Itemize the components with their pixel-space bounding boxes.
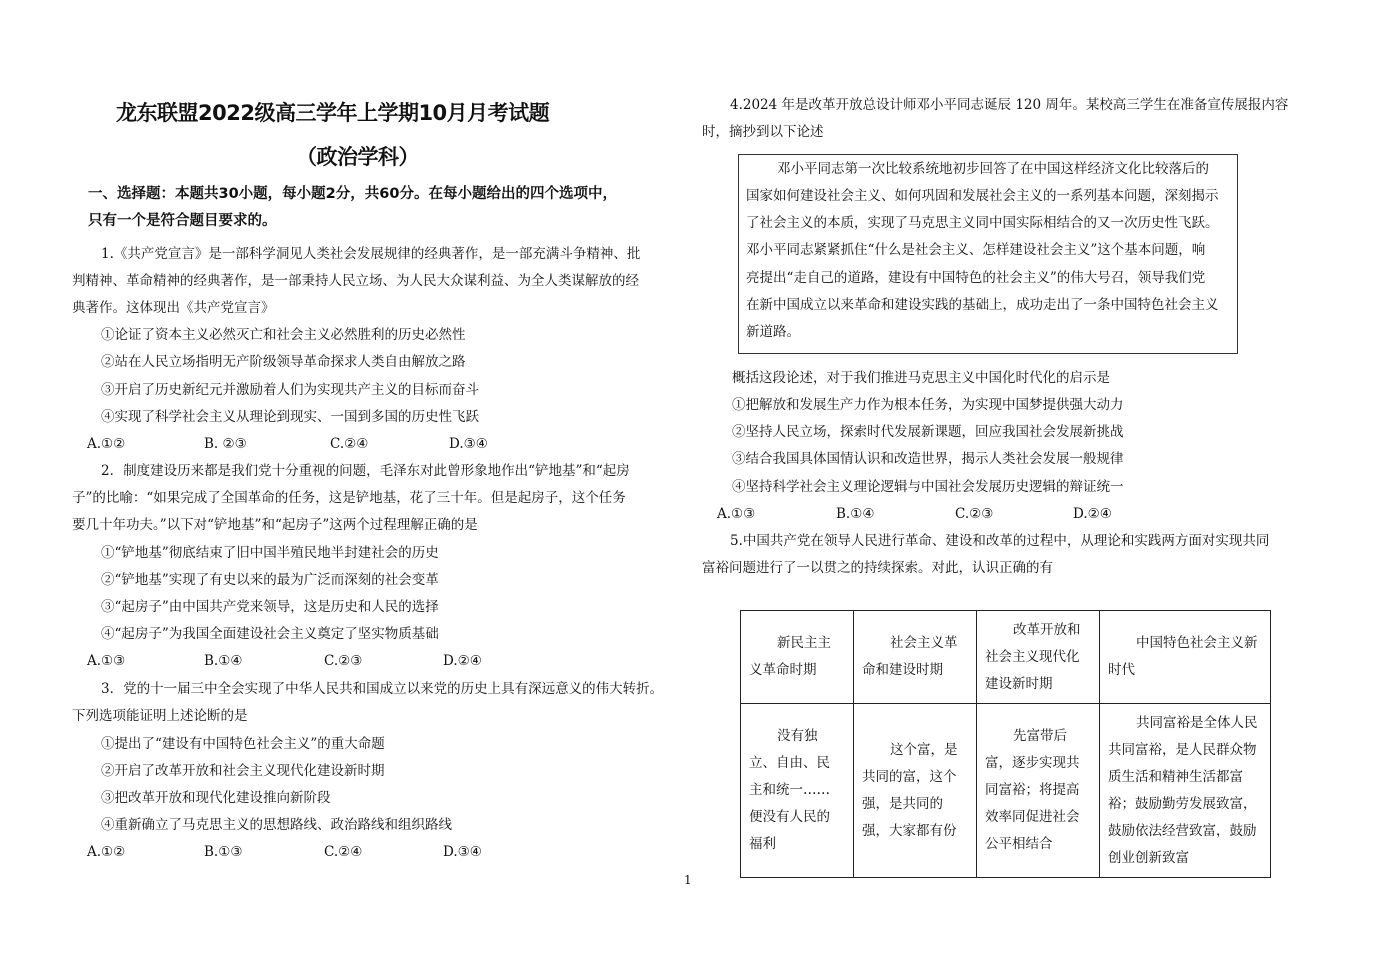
quote-line: 邓小平同志紧紧抓住“什么是社会主义、怎样建设社会主义”这个基本问题，响 (746, 242, 1206, 258)
cell-line: 便没有人民的 (749, 809, 830, 825)
question-stem-line: 1.《共产党宣言》是一部科学洞见人类社会发展规律的经典著作，是一部充满斗争精神、批 (101, 246, 641, 262)
table-header-row (741, 611, 1271, 704)
quote-line: 国家如何建设社会主义、如何巩固和发展社会主义的一系列基本问题，深刻揭示 (746, 188, 1219, 204)
cell-line: 义革命时期 (749, 662, 817, 678)
answer-option-c[interactable]: C.②③ (324, 653, 363, 669)
table-header-cell (1100, 611, 1271, 704)
cell-line: 福利 (749, 836, 776, 852)
cell-line: 社会主义现代化 (985, 648, 1080, 665)
answer-option-b[interactable]: B. ②③ (204, 436, 247, 452)
table-cell (1100, 704, 1271, 878)
table-header-cell (854, 611, 977, 704)
statement-item: ②“铲地基”实现了有史以来的最为广泛而深刻的社会变革 (101, 572, 439, 588)
question-stem-line: 下列选项能证明上述论断的是 (72, 708, 248, 724)
cell-line: 中国特色社会主义新 (1136, 635, 1258, 651)
cell-line: 共同的富，这个 (862, 768, 957, 785)
statement-item: ③“起房子”由中国共产党来领导，这是历史和人民的选择 (101, 599, 439, 615)
statement-item: ④实现了科学社会主义从理论到现实、一国到多国的历史性飞跃 (101, 409, 479, 425)
question-stem-line: 3．党的十一届三中全会实现了中华人民共和国成立以来党的历史上具有深远意义的伟大转折。 (101, 681, 664, 697)
cell-line: 质生活和精神生活都富 (1108, 768, 1243, 785)
page-title: 龙东联盟2022级高三学年上学期10月月考试题 (116, 101, 550, 125)
question-stem-line: 要几十年功夫。”以下对“铲地基”和“起房子”这两个过程理解正确的是 (72, 517, 478, 533)
question-stem-line: 典著作。这体现出《共产党宣言》 (72, 300, 275, 316)
question-stem-line: 时，摘抄到以下论述 (702, 124, 824, 140)
question-stem-line: 子”的比喻：“如果完成了全国革命的任务，这是铲地基，花了三十年。但是起房子，这个任务 (72, 490, 626, 506)
section-heading (88, 181, 678, 235)
answer-option-b[interactable]: B.①③ (204, 844, 243, 860)
table-header-cell (977, 611, 1100, 704)
cell-line: 改革开放和 (1013, 621, 1081, 638)
question-stem-line: 5.中国共产党在领导人民进行革命、建设和改革的过程中，从理论和实践两方面对实现共同 (730, 533, 1270, 549)
cell-line: 共同富裕，是人民群众物 (1108, 741, 1257, 758)
cell-line: 鼓励依法经营致富，鼓励 (1108, 822, 1257, 839)
cell-line: 富，逐步实现共 (985, 755, 1080, 771)
answer-option-b[interactable]: B.①④ (836, 506, 875, 522)
answer-option-c[interactable]: C.②③ (955, 506, 994, 522)
cell-line: 创业创新致富 (1108, 849, 1189, 866)
answer-option-c[interactable]: C.②④ (324, 844, 363, 860)
statement-item: ①“铲地基”彻底结束了旧中国半殖民地半封建社会的历史 (101, 545, 439, 561)
table-header-cell (741, 611, 854, 704)
statement-item: ①论证了资本主义必然灭亡和社会主义必然胜利的历史必然性 (101, 327, 466, 343)
table-cell (741, 704, 854, 878)
page-subtitle: （政治学科） (296, 145, 419, 169)
quotation-box (738, 154, 1238, 354)
cell-line: 效率同促进社会 (985, 809, 1080, 825)
cell-line: 强，是共同的 (862, 795, 943, 812)
question-stem-line: 4.2024 年是改革开放总设计师邓小平同志诞辰 120 周年。某校高三学生在准备宣传展报内容 (730, 97, 1289, 113)
answer-option-d[interactable]: D.③④ (449, 436, 488, 452)
answer-option-a[interactable]: A.①② (87, 844, 126, 860)
statement-item: ③结合我国具体国情认识和改造世界，揭示人类社会发展一般规律 (732, 451, 1124, 467)
cell-line: 没有独 (777, 728, 818, 744)
cell-line: 这个富，是 (890, 741, 958, 758)
answer-option-b[interactable]: B.①④ (204, 653, 243, 669)
cell-line: 主和统一…… (749, 782, 830, 798)
statement-item: ②站在人民立场指明无产阶级领导革命探求人类自由解放之路 (101, 354, 466, 370)
question-stem-line: 判精神、革命精神的经典著作，是一部秉持人民立场、为人民大众谋利益、为全人类谋解放的经 (72, 273, 639, 289)
cell-line: 裕；鼓励勤劳发展致富， (1108, 795, 1257, 812)
statement-item: ②坚持人民立场，探索时代发展新课题，回应我国社会发展新挑战 (732, 424, 1124, 440)
answer-option-a[interactable]: A.①③ (87, 653, 126, 669)
statement-item: ④“起房子”为我国全面建设社会主义奠定了坚实物质基础 (101, 626, 439, 642)
common-prosperity-table (740, 610, 1271, 878)
answer-option-c[interactable]: C.②④ (330, 436, 369, 452)
quote-line: 在新中国成立以来革命和建设实践的基础上，成功走出了一条中国特色社会主义 (746, 297, 1219, 313)
answer-option-a[interactable]: A.①③ (717, 506, 756, 522)
statement-item: ④重新确立了马克思主义的思想路线、政治路线和组织路线 (101, 817, 452, 833)
cell-line: 同富裕；将提高 (985, 782, 1080, 798)
answer-option-d[interactable]: D.③④ (443, 844, 482, 860)
page-number: 1 (684, 873, 692, 887)
cell-line: 公平相结合 (985, 836, 1053, 852)
quote-line: 了社会主义的本质，实现了马克思主义同中国实际相结合的又一次历史性飞跃。 (746, 215, 1219, 231)
statement-item: ③把改革开放和现代化建设推向新阶段 (101, 790, 331, 806)
statement-item: ③开启了历史新纪元并激励着人们为实现共产主义的目标而奋斗 (101, 382, 479, 398)
answer-option-a[interactable]: A.①② (87, 436, 126, 452)
table-cell (854, 704, 977, 878)
cell-line: 共同富裕是全体人民 (1136, 714, 1258, 731)
quote-line: 新道路。 (746, 324, 800, 340)
cell-line: 强，大家都有份 (862, 822, 957, 839)
cell-line: 立、自由、民 (749, 755, 830, 771)
section-heading-line: 一、选择题：本题共30小题，每小题2分，共60分。在每小题给出的四个选项中， (88, 186, 617, 202)
section-heading-line: 只有一个是符合题目要求的。 (88, 213, 277, 229)
statement-item: ④坚持科学社会主义理论逻辑与中国社会发展历史逻辑的辩证统一 (732, 479, 1124, 495)
quote-line: 邓小平同志第一次比较系统地初步回答了在中国这样经济文化比较落后的 (777, 161, 1209, 177)
cell-line: 新民主主 (777, 635, 831, 651)
statement-item: ①提出了“建设有中国特色社会主义”的重大命题 (101, 736, 385, 752)
question-prompt: 概括这段论述，对于我们推进马克思主义中国化时代化的启示是 (732, 370, 1110, 386)
question-stem-line: 富裕问题进行了一以贯之的持续探索。对此，认识正确的有 (702, 560, 1053, 576)
cell-line: 社会主义革 (890, 635, 958, 651)
table-cell (977, 704, 1100, 878)
cell-line: 命和建设时期 (862, 662, 943, 678)
question-stem-line: 2．制度建设历来都是我们党十分重视的问题，毛泽东对此曾形象地作出“铲地基”和“起房 (101, 463, 630, 479)
table-row (741, 704, 1271, 878)
answer-option-d[interactable]: D.②④ (443, 653, 482, 669)
statement-item: ①把解放和发展生产力作为根本任务，为实现中国梦提供强大动力 (732, 397, 1124, 413)
cell-line: 先富带后 (1013, 728, 1067, 744)
quote-line: 亮提出“走自己的道路，建设有中国特色的社会主义”的伟大号召，领导我们党 (746, 270, 1206, 286)
statement-item: ②开启了改革开放和社会主义现代化建设新时期 (101, 763, 385, 779)
answer-option-d[interactable]: D.②④ (1073, 506, 1112, 522)
cell-line: 建设新时期 (985, 675, 1053, 692)
cell-line: 时代 (1108, 662, 1135, 678)
